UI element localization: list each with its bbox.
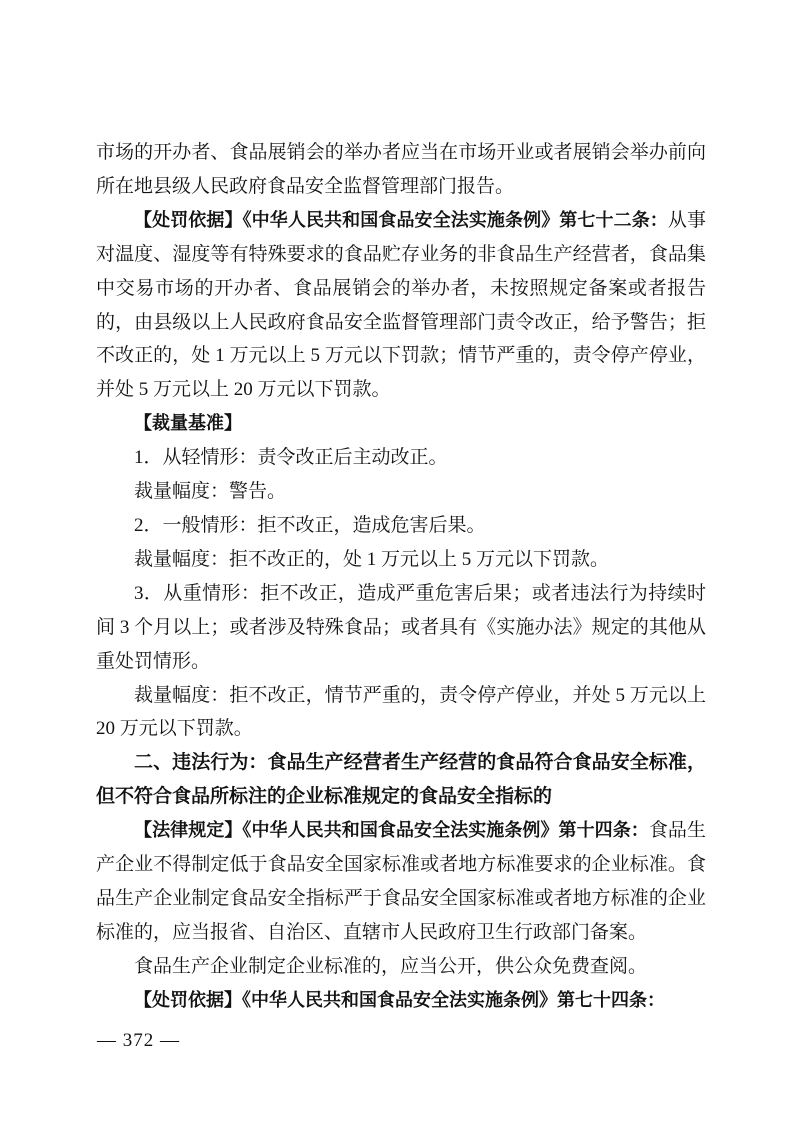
- paragraph: [96, 543, 706, 577]
- paragraph: [96, 950, 706, 984]
- paragraph: [96, 136, 706, 204]
- clause-heading-text: 【处罚依据】《中华人民共和国食品安全法实施条例》第七十二条：: [134, 209, 668, 230]
- body-text: 裁量幅度：警告。: [134, 481, 287, 503]
- violation-heading-text: 二、违法行为：食品生产经营者生产经营的食品符合食品安全标准，但不符合食品所标注的企业标准规定的食品安全指标的: [96, 752, 706, 808]
- body-text: 2．一般情形：拒不改正，造成危害后果。: [134, 514, 486, 536]
- document-body: [96, 136, 706, 1018]
- paragraph: [96, 814, 706, 950]
- clause-heading-text: 【裁量基准】: [134, 413, 242, 434]
- clause-heading-text: 【处罚依据】《中华人民共和国食品安全法实施条例》第七十四条：: [134, 989, 665, 1010]
- body-text: 食品生产企业制定企业标准的，应当公开，供公众免费查阅。: [134, 955, 648, 977]
- paragraph: [96, 204, 706, 407]
- paragraph: [96, 984, 706, 1018]
- body-text: 3．从重情形：拒不改正，造成严重危害后果；或者违法行为持续时间 3 个月以上；或者涉及特殊食品；或者具有《实施办法》规定的其他从重处罚情形。: [96, 582, 706, 672]
- paragraph: [96, 407, 706, 441]
- body-text: 市场的开办者、食品展销会的举办者应当在市场开业或者展销会举办前向所在地县级人民政府食品安全监督管理部门报告。: [96, 142, 706, 197]
- body-text: 裁量幅度：拒不改正的，处 1 万元以上 5 万元以下罚款。: [134, 548, 610, 570]
- body-text: 食品生产企业不得制定低于食品安全国家标准或者地方标准要求的企业标准。食品生产企业制定食品安全指标严于食品安全国家标准或者地方标准的企业标准的，应当报省、自治区、直辖市人民政府卫生行政部门备案。: [96, 820, 706, 943]
- paragraph: [96, 475, 706, 509]
- body-text: 从事对温度、湿度等有特殊要求的食品贮存业务的非食品生产经营者，食品集中交易市场的开办者、食品展销会的举办者，未按照规定备案或者报告的，由县级以上人民政府食品安全监督管理部门责令改正，给予警告；拒不改正的，处 1 万元以上 5 万元以下罚款；情节严重的，责令停产停业，并处 5 万元以上 20 万元以下罚款。: [96, 209, 706, 401]
- paragraph: [96, 679, 706, 747]
- paragraph: [96, 577, 706, 679]
- paragraph: [96, 509, 706, 543]
- paragraph: [96, 746, 706, 814]
- clause-heading-text: 【法律规定】《中华人民共和国食品安全法实施条例》第十四条：: [134, 820, 649, 841]
- footer-page-number: — 372 —: [97, 1030, 180, 1051]
- body-text: 1．从轻情形：责令改正后主动改正。: [134, 447, 448, 469]
- body-text: 裁量幅度：拒不改正，情节严重的，责令停产停业，并处 5 万元以上 20 万元以下罚款。: [96, 684, 706, 740]
- paragraph: [96, 441, 706, 475]
